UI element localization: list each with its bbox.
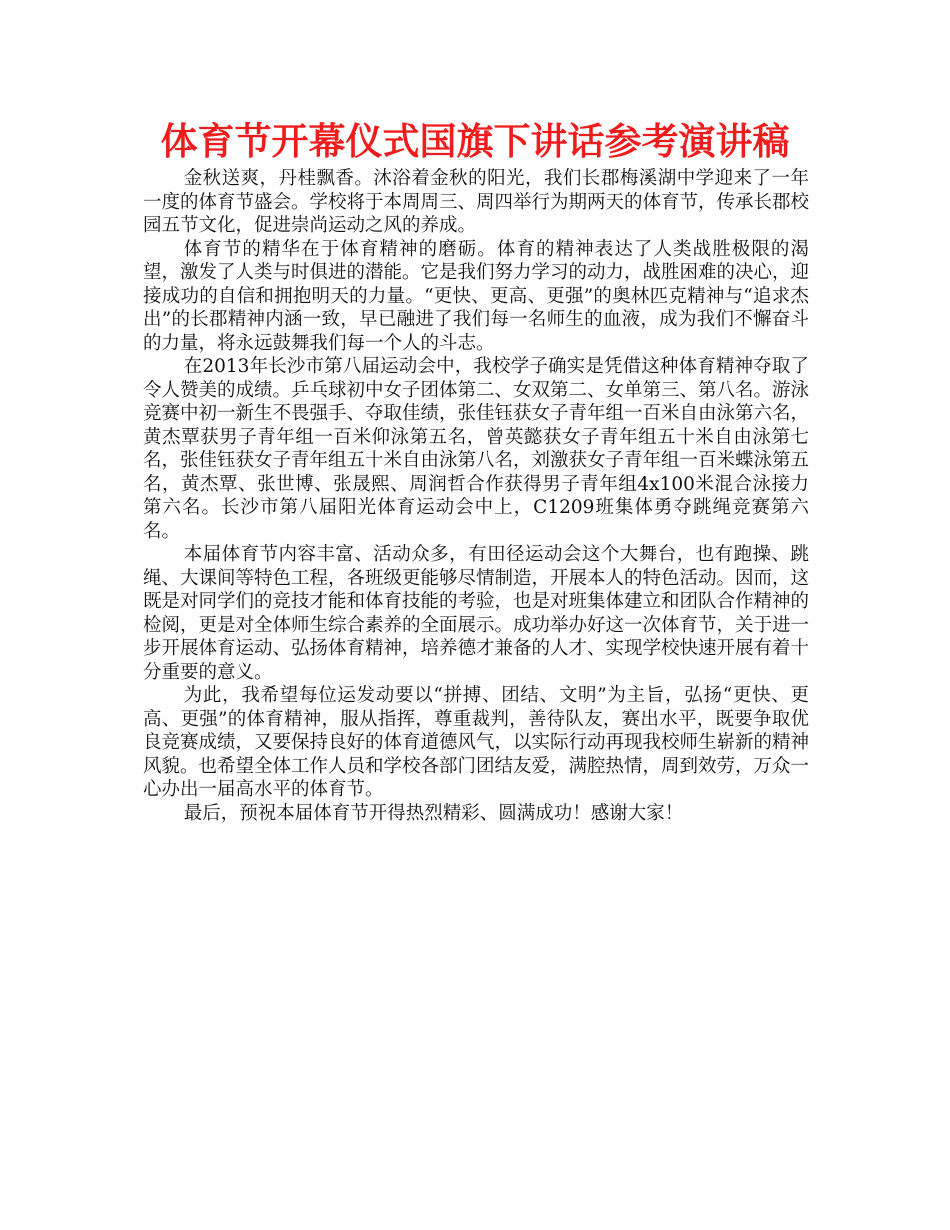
paragraph-1: 金秋送爽，丹桂飘香。沐浴着金秋的阳光，我们长郡梅溪湖中学迎来了一年一度的体育节盛会。学校将于本周周三、周四举行为期两天的体育节，传承长郡校园五节文化，促进崇尚运动之风的养成。 — [143, 168, 810, 236]
paragraph-5: 为此，我希望每位运发动要以“拼搏、团结、文明”为主旨，弘扬“更快、更高、更强”的体育精神，服从指挥，尊重裁判，善待队友，赛出水平，既要争取优良竞赛成绩，又要保持良好的体育道德风气，以实际行动再现我校师生崭新的精神风貌。也希望全体工作人员和学校各部门团结友爱，满腔热情，周到效劳，万众一心办出一届高水平的体育节。 — [143, 685, 810, 800]
paragraph-4: 本届体育节内容丰富、活动众多，有田径运动会这个大舞台，也有跑操、跳绳、大课间等特色工程，各班级更能够尽情制造，开展本人的特色活动。因而，这既是对同学们的竞技才能和体育技能的考验，也是对班集体建立和团队合作精神的检阅，更是对全体师生综合素养的全面展示。成功举办好这一次体育节，关于进一步开展体育运动、弘扬体育精神，培养德才兼备的人才、实现学校快速开展有着十分重要的意义。 — [143, 544, 810, 683]
document-title: 体育节开幕仪式国旗下讲话参考演讲稿 — [160, 120, 790, 163]
paragraph-3: 在2013年长沙市第八届运动会中，我校学子确实是凭借这种体育精神夺取了令人赞美的成绩。乒乓球初中女子团体第二、女双第二、女单第三、第八名。游泳竞赛中初一新生不畏强手、夺取佳绩，张佳钰获女子青年组一百米自由泳第六名，黄杰覃获男子青年组一百米仰泳第五名，曾英懿获女子青年组五十米自由泳第七名，张佳钰获女子青年组五十米自由泳第八名，刘激获女子青年组一百米蝶泳第五名，黄杰覃、张世博、张晟熙、周润哲合作获得男子青年组4x100米混合泳接力第六名。长沙市第八届阳光体育运动会中上，C1209班集体勇夺跳绳竞赛第六名。 — [143, 356, 810, 542]
paragraph-6: 最后，预祝本届体育节开得热烈精彩、圆满成功！感谢大家！ — [183, 802, 684, 824]
paragraph-2: 体育节的精华在于体育精神的磨砺。体育的精神表达了人类战胜极限的渴望，激发了人类与时俱进的潜能。它是我们努力学习的动力，战胜困难的决心，迎接成功的自信和拥抱明天的力量。“更快、更高、更强”的奥林匹克精神与“追求杰出”的长郡精神内涵一致，早已融进了我们每一名师生的血液，成为我们不懈奋斗的力量，将永远鼓舞我们每一个人的斗志。 — [143, 238, 810, 354]
document-body — [143, 167, 809, 825]
